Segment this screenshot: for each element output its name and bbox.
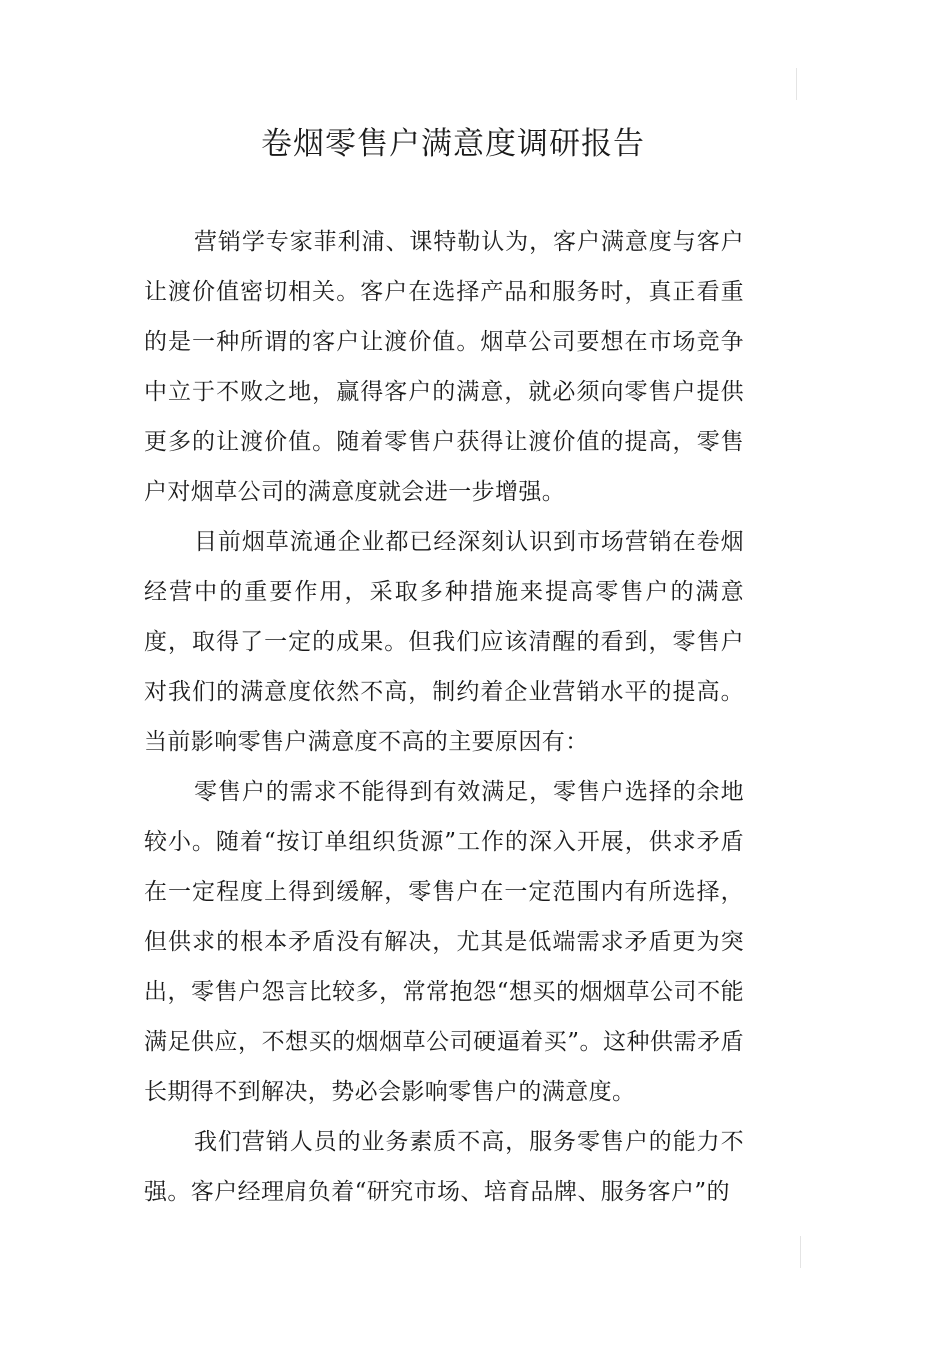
paragraph-1: 营销学专家菲利浦、课特勒认为，客户满意度与客户让渡价值密切相关。客户在选择产品和服务时，真正看重的是一种所谓的客户让渡价值。烟草公司要想在市场竞争中立于不败之地，赢得客户的满意，就必须向零售户提供更多的让渡价值。随着零售户获得让渡价值的提高，零售户对烟草公司的满意度就会进一步增强。 (144, 229, 744, 505)
page-edge-mark (800, 1236, 801, 1268)
page-edge-mark (796, 68, 797, 100)
paragraph-4: 我们营销人员的业务素质不高，服务零售户的能力不强。客户经理肩负着“研究市场、培育品牌、服务客户”的 (144, 1129, 744, 1205)
paragraph-3: 零售户的需求不能得到有效满足，零售户选择的余地较小。随着“按订单组织货源”工作的深入开展，供求矛盾在一定程度上得到缓解，零售户在一定范围内有所选择，但供求的根本矛盾没有解决，尤其是低端需求矛盾更为突出，零售户怨言比较多，常常抱怨“想买的烟烟草公司不能满足供应，不想买的烟烟草公司硬逼着买”。这种供需矛盾长期得不到解决，势必会影响零售户的满意度。 (144, 779, 744, 1105)
paragraph-2: 目前烟草流通企业都已经深刻认识到市场营销在卷烟经营中的重要作用，采取多种措施来提高零售户的满意度，取得了一定的成果。但我们应该清醒的看到，零售户对我们的满意度依然不高，制约着企业营销水平的提高。当前影响零售户满意度不高的主要原因有： (144, 529, 744, 755)
document-body (144, 217, 744, 1217)
document-title: 卷烟零售户满意度调研报告 (261, 126, 645, 162)
